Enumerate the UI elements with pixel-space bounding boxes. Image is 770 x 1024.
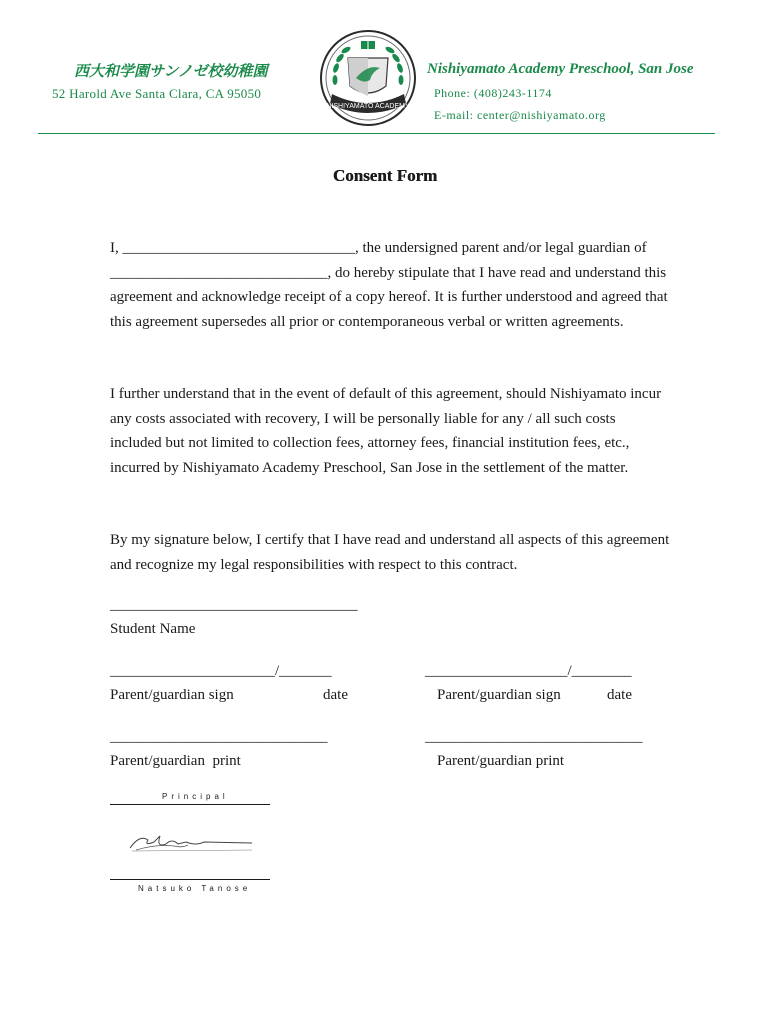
school-address: 52 Harold Ave Santa Clara, CA 95050 xyxy=(52,86,262,101)
date-label-left: date xyxy=(323,687,348,703)
school-email: E-mail: center@nishiyamato.org xyxy=(434,108,606,122)
logo-text: NISHIYAMATO ACADEMY xyxy=(326,103,410,110)
parent-print-line-left[interactable]: _____________________________ xyxy=(110,729,328,745)
parent-sign-label-right: Parent/guardian sign xyxy=(437,687,561,703)
student-name-label: Student Name xyxy=(110,621,196,637)
parent-print-label-left: Parent/guardian print xyxy=(110,753,241,769)
school-logo xyxy=(318,28,418,128)
parent-sign-line-right[interactable]: ___________________/________ xyxy=(425,663,632,679)
principal-label: Principal xyxy=(162,792,229,801)
agreement-paragraph-2: I further understand that in the event of default of this agreement, should Nishiyamato incur any costs associated with recovery, I will be personally liable for any / all such costs included but not limited to collection fees, attorney fees, financial institution fees, etc., incurred by Nishiyamato Academy Preschool, San Jose in the settlement of the matter. xyxy=(110,386,662,476)
principal-rule-bottom xyxy=(110,879,270,880)
date-label-right: date xyxy=(607,687,632,703)
school-phone: Phone: (408)243-1174 xyxy=(434,86,552,100)
agreement-paragraph-1: I, _______________________________, the undersigned parent and/or legal guardian of _____________________________, do hereby stipulate that I have read and understand this agreement and acknowledge receipt of a copy hereof. It is further understood and agreed that this agreement supersedes all prior or contemporaneous verbal or written agreements. xyxy=(110,240,668,330)
agreement-paragraph-3: By my signature below, I certify that I have read and understand all aspects of this agreement and recognize my legal responsibilities with respect to this contract. xyxy=(110,532,670,573)
student-name-line[interactable]: _________________________________ xyxy=(110,597,358,613)
form-title: Consent Form xyxy=(332,166,438,185)
parent-print-label-right: Parent/guardian print xyxy=(437,753,565,769)
parent-sign-label-left: Parent/guardian sign xyxy=(110,687,234,703)
header-divider xyxy=(38,133,715,134)
principal-rule-top xyxy=(110,804,270,805)
parent-sign-line-left[interactable]: ______________________/_______ xyxy=(110,663,332,679)
principal-signature xyxy=(126,830,256,856)
school-name-english: Nishiyamato Academy Preschool, San Jose xyxy=(427,61,694,77)
school-name-japanese: 西大和学園サンノゼ校幼稚園 xyxy=(74,62,268,80)
parent-print-line-right[interactable]: _____________________________ xyxy=(425,729,643,745)
principal-name: Natsuko Tanose xyxy=(138,884,252,893)
